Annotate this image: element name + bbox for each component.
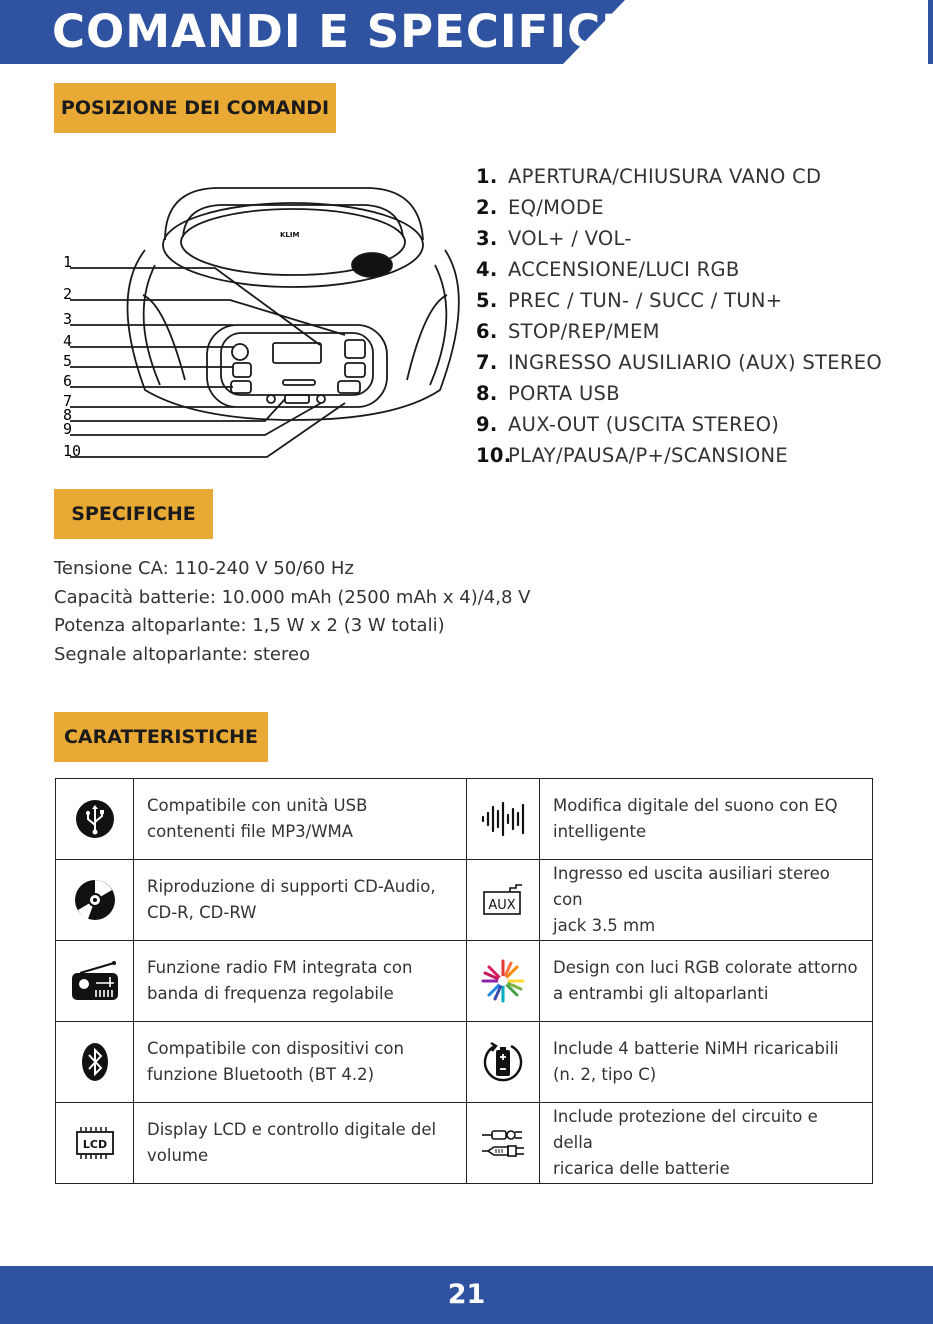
callout-1: 1 bbox=[63, 253, 73, 271]
callout-10: 10 bbox=[63, 442, 82, 460]
boombox-illustration bbox=[55, 185, 460, 470]
controls-list bbox=[476, 161, 882, 471]
control-item: 1. APERTURA/CHIUSURA VANO CD bbox=[476, 165, 822, 188]
callout-8: 8 bbox=[63, 406, 73, 424]
device-brand-label: KLIM bbox=[280, 231, 300, 239]
section-label-specs: SPECIFICHE bbox=[54, 489, 213, 539]
callout-2: 2 bbox=[63, 285, 73, 303]
callout-7: 7 bbox=[63, 392, 73, 410]
control-item: 5. PREC / TUN- / SUCC / TUN+ bbox=[476, 289, 783, 312]
equalizer-icon bbox=[479, 801, 527, 837]
feature-text: Compatibile con dispositivi con funzione Bluetooth (BT 4.2) bbox=[134, 1022, 467, 1103]
feature-text: Include protezione del circuito e della ricarica delle batterie bbox=[540, 1103, 873, 1184]
callout-3: 3 bbox=[63, 310, 73, 328]
svg-text:LCD: LCD bbox=[82, 1138, 107, 1151]
cd-icon bbox=[74, 879, 116, 921]
feature-text: Include 4 batterie NiMH ricaricabili (n. 2, tipo C) bbox=[540, 1022, 873, 1103]
page-number: 21 bbox=[447, 1279, 486, 1310]
svg-text:AUX: AUX bbox=[488, 898, 516, 913]
features-table bbox=[55, 778, 873, 1184]
section-label-controls: POSIZIONE DEI COMANDI bbox=[54, 83, 336, 133]
lcd-icon bbox=[76, 1125, 114, 1161]
aux-icon bbox=[482, 884, 524, 916]
control-item: 3. VOL+ / VOL- bbox=[476, 227, 632, 250]
feature-text: Modifica digitale del suono con EQ intelligente bbox=[540, 779, 873, 860]
feature-text: Funzione radio FM integrata con banda di frequenza regolabile bbox=[134, 941, 467, 1022]
control-item: 8. PORTA USB bbox=[476, 382, 620, 405]
spec-speaker-power: Potenza altoparlante: 1,5 W x 2 (3 W totali) bbox=[54, 615, 445, 636]
table-row bbox=[56, 1103, 873, 1184]
bluetooth-icon bbox=[81, 1042, 109, 1082]
plug-protection-icon bbox=[480, 1126, 526, 1160]
table-row bbox=[56, 779, 873, 860]
callout-9: 9 bbox=[63, 420, 73, 438]
section-label-features: CARATTERISTICHE bbox=[54, 712, 268, 762]
feature-text: Compatibile con unità USB contenenti file MP3/WMA bbox=[134, 779, 467, 860]
page-title: COMANDI E SPECIFICHE bbox=[52, 5, 672, 58]
control-item: 10.PLAY/PAUSA/P+/SCANSIONE bbox=[476, 444, 789, 467]
table-row bbox=[56, 1022, 873, 1103]
control-item: 9. AUX-OUT (USCITA STEREO) bbox=[476, 413, 780, 436]
callout-4: 4 bbox=[63, 332, 73, 350]
rgb-lights-icon bbox=[481, 959, 525, 1003]
feature-text: Display LCD e controllo digitale del volume bbox=[134, 1103, 467, 1184]
control-item: 6. STOP/REP/MEM bbox=[476, 320, 660, 343]
usb-icon bbox=[75, 799, 115, 839]
control-item: 4. ACCENSIONE/LUCI RGB bbox=[476, 258, 740, 281]
battery-icon bbox=[481, 1040, 525, 1084]
feature-text: Design con luci RGB colorate attorno a entrambi gli altoparlanti bbox=[540, 941, 873, 1022]
header-edge-bar bbox=[928, 0, 933, 64]
radio-icon bbox=[70, 961, 120, 1001]
spec-battery: Capacità batterie: 10.000 mAh (2500 mAh x 4)/4,8 V bbox=[54, 587, 531, 608]
callout-6: 6 bbox=[63, 372, 73, 390]
control-item: 7. INGRESSO AUSILIARIO (AUX) STEREO bbox=[476, 351, 882, 374]
callout-5: 5 bbox=[63, 352, 73, 370]
feature-text: Ingresso ed uscita ausiliari stereo con jack 3.5 mm bbox=[540, 860, 873, 941]
control-item: 2. EQ/MODE bbox=[476, 196, 604, 219]
spec-speaker-signal: Segnale altoparlante: stereo bbox=[54, 644, 311, 665]
feature-text: Riproduzione di supporti CD-Audio, CD-R, CD-RW bbox=[134, 860, 467, 941]
table-row bbox=[56, 941, 873, 1022]
table-row bbox=[56, 860, 873, 941]
spec-voltage: Tensione CA: 110-240 V 50/60 Hz bbox=[54, 558, 354, 579]
